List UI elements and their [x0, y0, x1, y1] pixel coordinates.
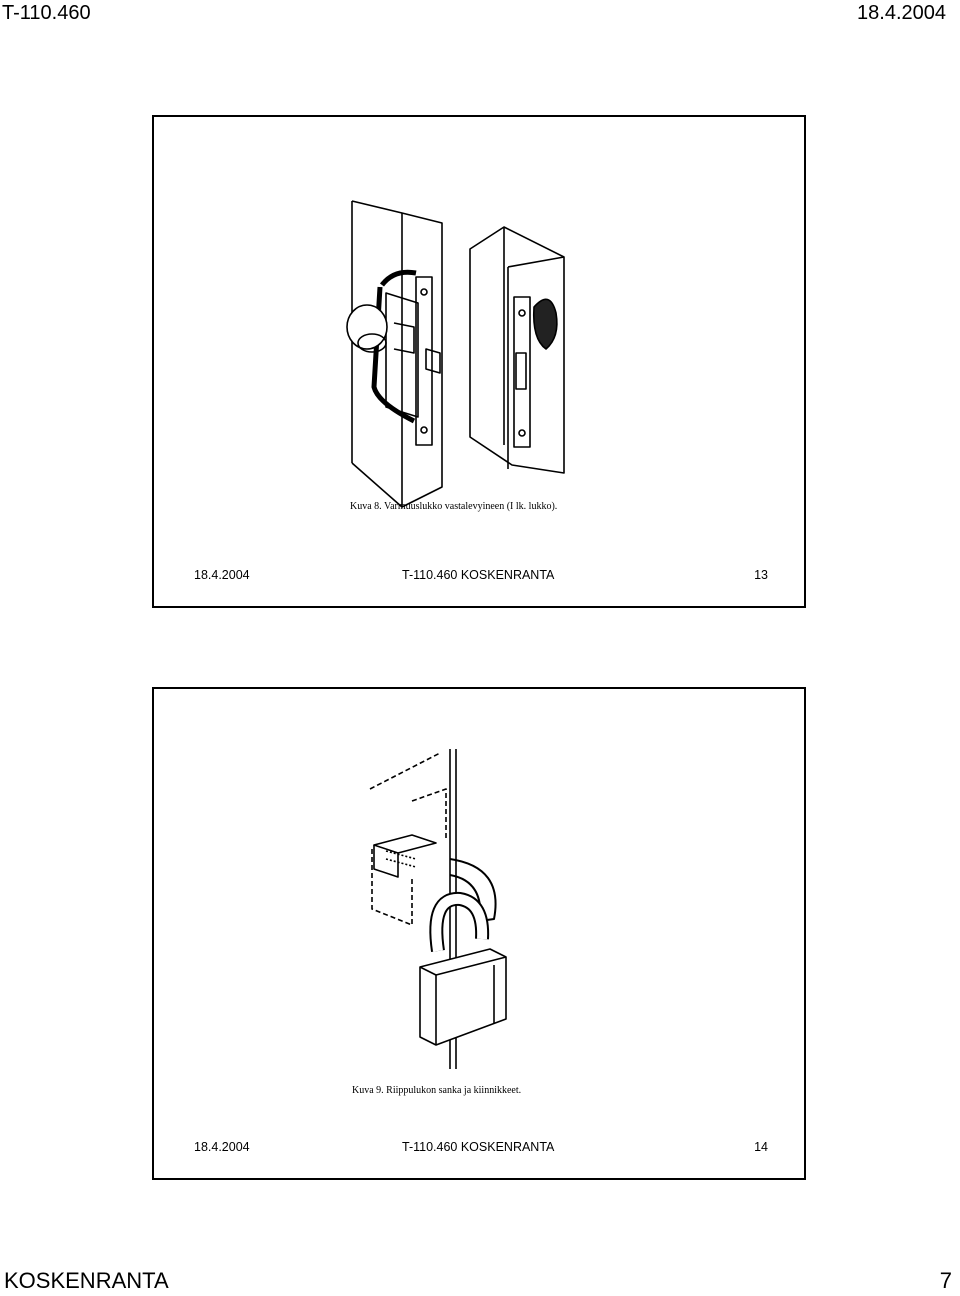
page-footer-right: 7	[939, 1268, 952, 1293]
figure-caption: Kuva 8. Varmuuslukko vastalevyineen (I lk. lukko).	[350, 501, 558, 512]
slide-number: 13	[754, 568, 768, 582]
page-footer-left: KOSKENRANTA	[4, 1268, 169, 1293]
slide-14	[152, 687, 806, 1180]
slide-footer-date: 18.4.2004	[194, 568, 250, 582]
padlock-figure-illustration	[154, 689, 804, 1129]
slide-footer-title: T-110.460 KOSKENRANTA	[402, 1140, 555, 1154]
figure-caption: Kuva 9. Riippulukon sanka ja kiinnikkeet.	[352, 1085, 522, 1096]
lock-figure-illustration	[154, 117, 804, 557]
slide-footer-date: 18.4.2004	[194, 1140, 250, 1154]
page-header-left: T-110.460	[2, 2, 91, 24]
slide-footer-title: T-110.460 KOSKENRANTA	[402, 568, 555, 582]
slide-13	[152, 115, 806, 608]
page-header-right: 18.4.2004	[857, 2, 946, 24]
slide-number: 14	[754, 1140, 768, 1154]
